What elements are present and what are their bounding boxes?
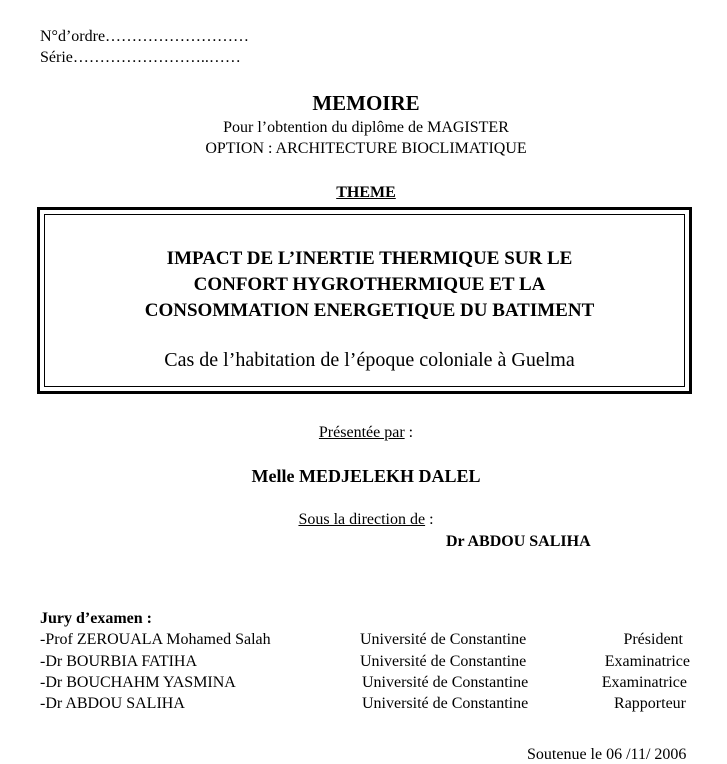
thesis-subtitle: Cas de l’habitation de l’époque coloniale à Guelma xyxy=(164,349,575,371)
order-number-line: N°d’ordre……………………… xyxy=(40,28,250,45)
jury-member-role: Examinatrice xyxy=(601,674,687,691)
jury-row xyxy=(0,653,727,674)
thesis-title-frame xyxy=(37,207,692,394)
jury-member-role: Président xyxy=(623,631,683,648)
jury-heading: Jury d’examen : xyxy=(40,610,152,627)
jury-member-university: Université de Constantine xyxy=(360,653,527,670)
series-line: Série……………………..…… xyxy=(40,49,241,66)
jury-member-name: -Prof ZEROUALA Mohamed Salah xyxy=(40,631,271,648)
jury-member-role: Examinatrice xyxy=(604,653,690,670)
document-type-heading: MEMOIRE xyxy=(312,91,420,115)
defense-date: Soutenue le 06 /11/ 2006 xyxy=(527,746,687,763)
jury-member-name: -Dr BOUCHAHM YASMINA xyxy=(40,674,236,691)
director-name: Dr ABDOU SALIHA xyxy=(446,533,591,550)
jury-row xyxy=(0,631,727,652)
jury-member-name: -Dr BOURBIA FATIHA xyxy=(40,653,198,670)
jury-member-university: Université de Constantine xyxy=(360,631,527,648)
jury-row xyxy=(0,674,727,695)
author-name: Melle MEDJELEKH DALEL xyxy=(251,466,481,486)
degree-line: Pour l’obtention du diplôme de MAGISTER xyxy=(223,119,509,136)
jury-member-name: -Dr ABDOU SALIHA xyxy=(40,695,185,712)
jury-member-university: Université de Constantine xyxy=(362,695,529,712)
thesis-title-inner-border xyxy=(44,214,685,387)
thesis-title-line-2: CONFORT HYGROTHERMIQUE ET LA xyxy=(193,274,546,295)
thesis-title-line-1: IMPACT DE L’INERTIE THERMIQUE SUR LE xyxy=(166,248,573,269)
direction-line xyxy=(0,511,727,529)
option-line: OPTION : ARCHITECTURE BIOCLIMATIQUE xyxy=(205,140,527,157)
jury-member-role: Rapporteur xyxy=(614,695,686,712)
jury-member-university: Université de Constantine xyxy=(362,674,529,691)
presented-by-line xyxy=(0,424,727,442)
jury-row xyxy=(0,695,727,716)
direction-label: Sous la direction de xyxy=(298,511,426,528)
presented-by-label: Présentée par xyxy=(318,424,405,441)
thesis-title-line-3: CONSOMMATION ENERGETIQUE DU BATIMENT xyxy=(144,300,595,321)
presented-by-colon: : xyxy=(404,424,414,441)
direction-colon: : xyxy=(425,511,434,528)
theme-heading: THEME xyxy=(336,184,396,201)
